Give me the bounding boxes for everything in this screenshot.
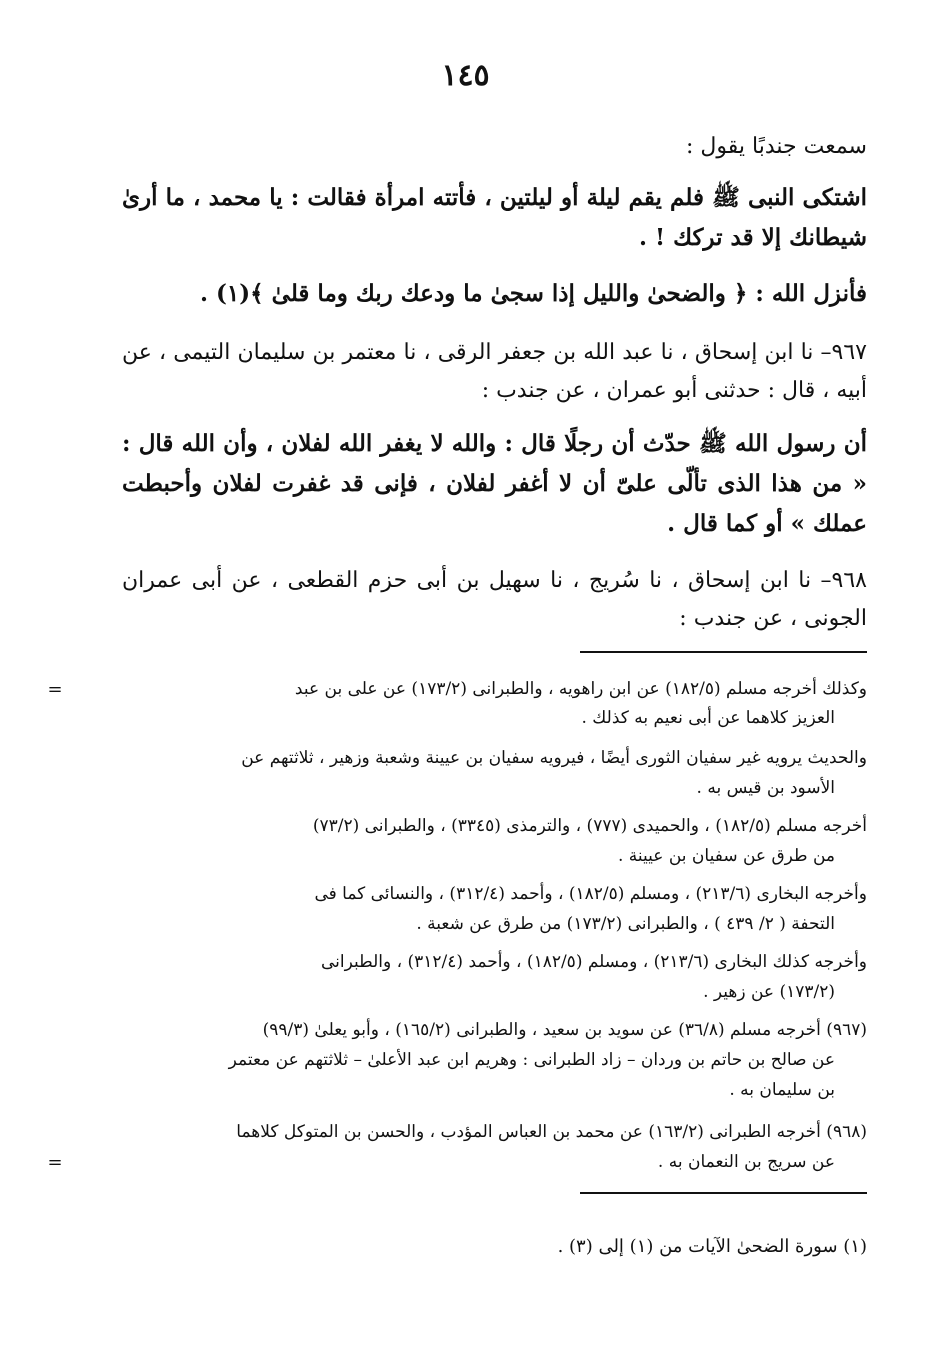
page-number: ١٤٥ — [441, 58, 490, 93]
hadith-967-text: أن رسول الله ﷺ حدّث أن رجلًا قال : والله لا يغفر الله لفلان ، وأن الله قال : « من هذا الذى تألّى علىّ أن لا أغفر لفلان ، فإنى قد غفرت لفلان وأحبطت عملك » أو كما قال . — [122, 430, 867, 537]
footnote-line: الأسود بن قيس به . — [696, 778, 835, 798]
footnote-line: من طرق عن سفيان بن عيينة . — [617, 846, 835, 866]
footnote-continue-marker: = — [47, 1152, 63, 1173]
footnote-line: العزيز كلاهما عن أبى نعيم به كذلك . — [581, 708, 835, 728]
hadith-968-chain: ٩٦٨– نا ابن إسحاق ، نا سُريج ، نا سهيل بن أبى حزم القطعى ، عن أبى عمران الجونى ، عن جندب : — [122, 568, 867, 631]
footnote-line: وكذلك أخرجه مسلم (١٨٢/٥) عن ابن راهويه ، والطبرانى (١٧٣/٢) عن على بن عبد — [294, 679, 867, 699]
footnote-separator-top — [580, 651, 867, 653]
intro-line: سمعت جندبًا يقول : — [686, 134, 867, 159]
footnote-line: وأخرجه البخارى (٢١٣/٦) ، ومسلم (١٨٢/٥) ، وأحمد (٣١٢/٤) ، والنسائى كما فى — [314, 884, 867, 904]
footnote-line: عن سريج بن النعمان به . — [657, 1152, 835, 1172]
quran-verse-line: فأنزل الله : ﴿ والضحىٰ والليل إذا سجىٰ ما ودعك ربك وما قلىٰ ﴾(١) . — [200, 280, 867, 307]
footnote-line: عن صالح بن حاتم بن وردان – زاد الطبرانى : وهريم ابن عبد الأعلىٰ – ثلاثتهم عن معتمر — [228, 1050, 835, 1070]
footnote-968: (٩٦٨) أخرجه الطبرانى (١٦٣/٢) عن محمد بن العباس المؤدب ، والحسن بن المتوكل كلاهما — [236, 1122, 867, 1142]
footnote-continue-marker: = — [47, 679, 63, 700]
footnote-line: التحفة ( ٢/ ٤٣٩ ) ، والطبرانى (١٧٣/٢) من طرق عن شعبة . — [416, 914, 835, 934]
footnote-separator-bottom — [580, 1192, 867, 1194]
footnote-line: بن سليمان به . — [729, 1080, 835, 1100]
footnote-line: والحديث يرويه غير سفيان الثورى أيضًا ، فيرويه سفيان بن عيينة وشعبة وزهير ، ثلاثتهم عن — [241, 748, 867, 768]
footnote-line: (١٧٣/٢) عن زهير . — [703, 982, 835, 1002]
verse-footnote: (١) سورة الضحىٰ الآيات من (١) إلى (٣) . — [557, 1236, 867, 1257]
footnote-line: وأخرجه كذلك البخارى (٢١٣/٦) ، ومسلم (١٨٢/٥) ، وأحمد (٣١٢/٤) ، والطبرانى — [321, 952, 867, 972]
footnote-line: أخرجه مسلم (١٨٢/٥) ، والحميدى (٧٧٧) ، والترمذى (٣٣٤٥) ، والطبرانى (٧٣/٢) — [312, 816, 867, 836]
hadith-966-text: اشتكى النبى ﷺ فلم يقم ليلة أو ليلتين ، فأتته امرأة فقالت : يا محمد ، ما أرىٰ شيطانك إلا قد تركك ! . — [122, 184, 867, 251]
hadith-967-chain: ٩٦٧– نا ابن إسحاق ، نا عبد الله بن جعفر الرقى ، نا معتمر بن سليمان التيمى ، عن أبيه ، قال : حدثنى أبو عمران ، عن جندب : — [122, 340, 867, 403]
footnote-967: (٩٦٧) أخرجه مسلم (٣٦/٨) عن سويد بن سعيد ، والطبرانى (١٦٥/٢) ، وأبو يعلىٰ (٩٩/٣) — [262, 1020, 867, 1040]
